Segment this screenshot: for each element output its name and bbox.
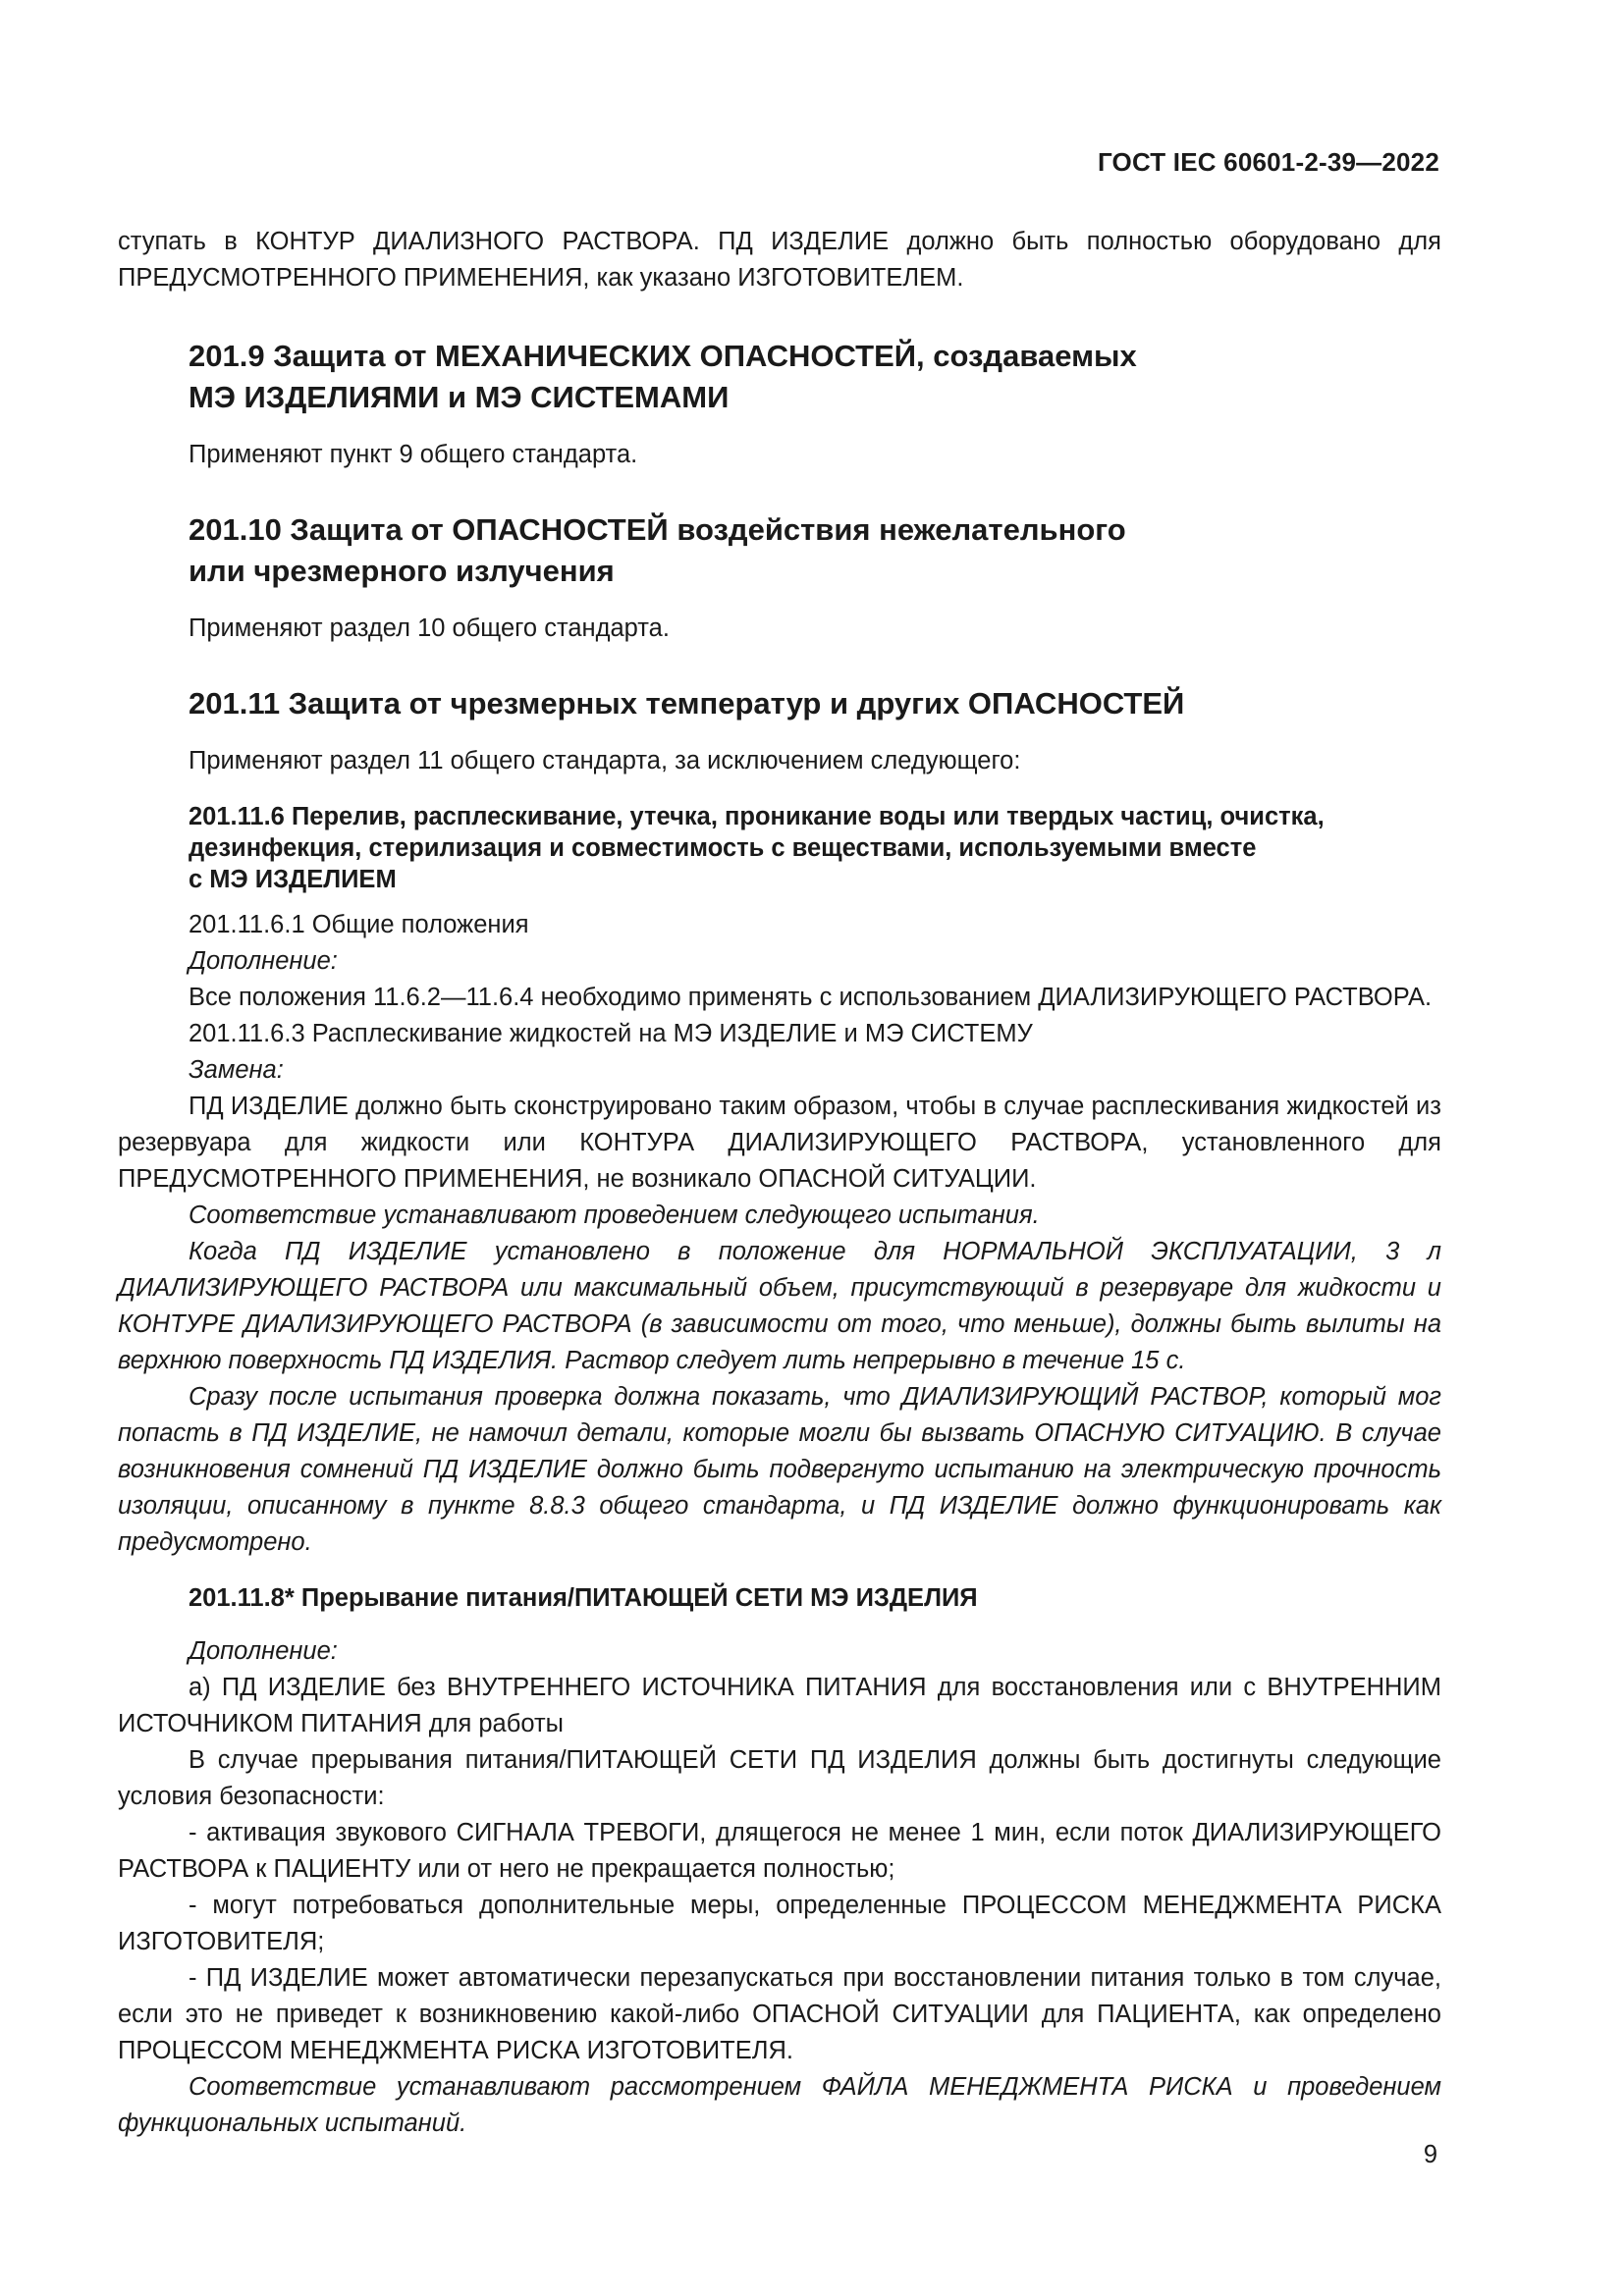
- subsection-201-11-6-heading-line2: дезинфекция, стерилизация и совместимость с веществами, используемыми вместе: [189, 834, 1257, 862]
- clause-201-11-6-3-check: Сразу после испытания проверка должна показать, что ДИАЛИЗИРУЮЩИЙ РАСТВОР, который мог попасть в ПД ИЗДЕЛИЕ, не намочил детали, которые могли бы вызвать ОПАСНУЮ СИТУАЦИЮ. В случае возникновения сомнений ПД ИЗДЕЛИЕ должно быть подвергнуто испытанию на электрическую прочность изоляции, описанному в пункте 8.8.3 общего стандарта, и ПД ИЗДЕЛИЕ должно функционировать как предусмотрено.: [118, 1383, 1441, 1556]
- clause-201-11-6-3-compliance: Соответствие устанавливают проведением следующего испытания.: [189, 1201, 1040, 1229]
- clause-201-11-6-3-title: 201.11.6.3 Расплескивание жидкостей на МЭ ИЗДЕЛИЕ и МЭ СИСТЕМУ: [189, 1020, 1033, 1047]
- section-201-9-heading-line2: МЭ ИЗДЕЛИЯМИ и МЭ СИСТЕМАМИ: [189, 380, 730, 414]
- section-201-9-text: Применяют пункт 9 общего стандарта.: [189, 441, 638, 468]
- clause-201-11-8-intro: В случае прерывания питания/ПИТАЮЩЕЙ СЕТИ ПД ИЗДЕЛИЯ должны быть достигнуты следующие условия безопасности:: [118, 1746, 1441, 1810]
- clause-201-11-6-3-test: Когда ПД ИЗДЕЛИЕ установлено в положение для НОРМАЛЬНОЙ ЭКСПЛУАТАЦИИ, 3 л ДИАЛИЗИРУЮЩЕГО РАСТВОРА или максимальный объем, присутствующий в резервуаре для жидкости и КОНТУРЕ ДИАЛИЗИРУЮЩЕГО РАСТВОРА (в зависимости от того, что меньше), должны быть вылиты на верхнюю поверхность ПД ИЗДЕЛИЯ. Раствор следует лить непрерывно в течение 15 с.: [118, 1238, 1441, 1374]
- document-header: ГОСТ IEC 60601-2-39—2022: [1097, 147, 1439, 177]
- document-body: [118, 224, 1441, 2142]
- clause-201-11-8-compliance: Соответствие устанавливают рассмотрением ФАЙЛА МЕНЕДЖМЕНТА РИСКА и проведением функциональных испытаний.: [118, 2073, 1441, 2137]
- clause-201-11-8-bullet-2: - могут потребоваться дополнительные меры, определенные ПРОЦЕССОМ МЕНЕДЖМЕНТА РИСКА ИЗГОТОВИТЕЛЯ;: [118, 1892, 1441, 1955]
- clause-201-11-8-item-a: а) ПД ИЗДЕЛИЕ без ВНУТРЕННЕГО ИСТОЧНИКА ПИТАНИЯ для восстановления или с ВНУТРЕННИМ ИСТОЧНИКОМ ПИТАНИЯ для работы: [118, 1674, 1441, 1737]
- subsection-201-11-6-heading: [118, 801, 1441, 895]
- section-201-9-heading: [118, 336, 1441, 418]
- clause-201-11-8-bullet-1: - активация звукового СИГНАЛА ТРЕВОГИ, длящегося не менее 1 мин, если поток ДИАЛИЗИРУЮЩЕГО РАСТВОРА к ПАЦИЕНТУ или от него не прекращается полностью;: [118, 1819, 1441, 1883]
- section-201-10-text: Применяют раздел 10 общего стандарта.: [189, 614, 670, 642]
- page-number: 9: [1423, 2141, 1437, 2168]
- section-201-10-heading-line1: 201.10 Защита от ОПАСНОСТЕЙ воздействия нежелательного: [189, 512, 1126, 547]
- clause-201-11-6-3-text: ПД ИЗДЕЛИЕ должно быть сконструировано таким образом, чтобы в случае расплескивания жидкостей из резервуара для жидкости или КОНТУРА ДИАЛИЗИРУЮЩЕГО РАСТВОРА, установленного для ПРЕДУСМОТРЕННОГО ПРИМЕНЕНИЯ, не возникало ОПАСНОЙ СИТУАЦИИ.: [118, 1093, 1441, 1193]
- section-201-11-text: Применяют раздел 11 общего стандарта, за исключением следующего:: [189, 747, 1021, 774]
- subsection-201-11-6-heading-line3: с МЭ ИЗДЕЛИЕМ: [189, 866, 397, 893]
- clause-201-11-6-1-title: 201.11.6.1 Общие положения: [189, 911, 529, 938]
- subsection-201-11-8-heading: 201.11.8* Прерывание питания/ПИТАЮЩЕЙ СЕТИ МЭ ИЗДЕЛИЯ: [189, 1584, 978, 1612]
- section-201-9-heading-line1: 201.9 Защита от МЕХАНИЧЕСКИХ ОПАСНОСТЕЙ, создаваемых: [189, 339, 1137, 373]
- clause-201-11-6-3-label: Замена:: [189, 1056, 284, 1084]
- clause-201-11-6-1-label: Дополнение:: [189, 947, 338, 975]
- subsection-201-11-6-heading-line1: 201.11.6 Перелив, расплескивание, утечка, проникание воды или твердых частиц, очистка,: [189, 803, 1325, 830]
- clause-201-11-6-1-text: Все положения 11.6.2—11.6.4 необходимо применять с использованием ДИАЛИЗИРУЮЩЕГО РАСТВОРА.: [189, 984, 1433, 1011]
- clause-201-11-8-bullet-3: - ПД ИЗДЕЛИЕ может автоматически перезапускаться при восстановлении питания только в том случае, если это не приведет к возникновению какой-либо ОПАСНОЙ СИТУАЦИИ для ПАЦИЕНТА, как определено ПРОЦЕССОМ МЕНЕДЖМЕНТА РИСКА ИЗГОТОВИТЕЛЯ.: [118, 1964, 1441, 2064]
- clause-201-11-8-label: Дополнение:: [189, 1637, 338, 1665]
- section-201-11-heading: 201.11 Защита от чрезмерных температур и других ОПАСНОСТЕЙ: [189, 686, 1185, 721]
- intro-paragraph: ступать в КОНТУР ДИАЛИЗНОГО РАСТВОРА. ПД ИЗДЕЛИЕ должно быть полностью оборудовано для ПРЕДУСМОТРЕННОГО ПРИМЕНЕНИЯ, как указано ИЗГОТОВИТЕЛЕМ.: [118, 228, 1441, 292]
- section-201-10-heading: [118, 509, 1441, 592]
- section-201-10-heading-line2: или чрезмерного излучения: [189, 554, 615, 588]
